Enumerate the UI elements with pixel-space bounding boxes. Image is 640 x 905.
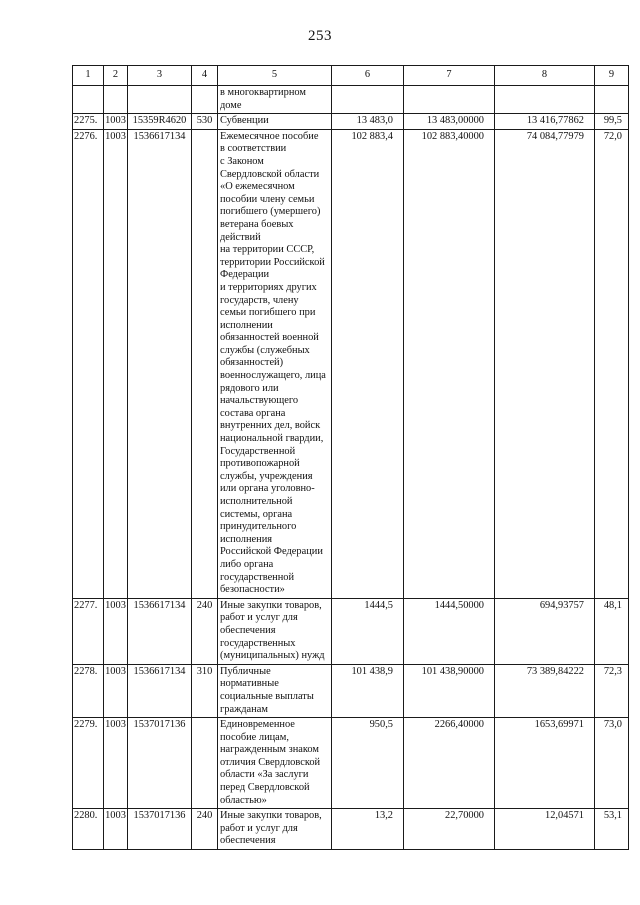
executed-amount-cell: 73 389,84222 — [495, 664, 595, 717]
initial-plan-cell: 950,5 — [332, 718, 404, 809]
expense-type-cell: 530 — [192, 114, 218, 130]
execution-percent-cell: 72,3 — [595, 664, 629, 717]
initial-plan-cell: 102 883,4 — [332, 129, 404, 598]
target-article-cell: 1536617134 — [128, 598, 192, 664]
executed-amount-cell: 12,04571 — [495, 809, 595, 850]
execution-percent-cell: 53,1 — [595, 809, 629, 850]
page-number: 253 — [308, 28, 332, 44]
row-number-cell: 2276. — [73, 129, 104, 598]
revised-plan-cell: 2266,40000 — [404, 718, 495, 809]
expense-type-cell — [192, 718, 218, 809]
revised-plan-cell: 13 483,00000 — [404, 114, 495, 130]
table-row — [73, 809, 629, 850]
executed-amount-cell: 74 084,77979 — [495, 129, 595, 598]
header-cell: 4 — [192, 66, 218, 86]
item-name-cell: Публичные нормативные социальные выплаты гражданам — [218, 664, 332, 717]
expense-type-cell — [192, 129, 218, 598]
expense-type-cell — [192, 86, 218, 114]
execution-percent-cell: 73,0 — [595, 718, 629, 809]
row-number-cell: 2275. — [73, 114, 104, 130]
header-cell: 5 — [218, 66, 332, 86]
initial-plan-cell: 101 438,9 — [332, 664, 404, 717]
header-cell: 3 — [128, 66, 192, 86]
expense-type-cell: 310 — [192, 664, 218, 717]
execution-percent-cell: 72,0 — [595, 129, 629, 598]
header-cell: 7 — [404, 66, 495, 86]
section-code-cell — [104, 86, 128, 114]
header-cell: 9 — [595, 66, 629, 86]
executed-amount-cell: 694,93757 — [495, 598, 595, 664]
revised-plan-cell: 102 883,40000 — [404, 129, 495, 598]
row-number-cell: 2279. — [73, 718, 104, 809]
expense-type-cell: 240 — [192, 809, 218, 850]
table-row — [73, 86, 629, 114]
header-row — [73, 66, 629, 86]
item-name-cell: Иные закупки товаров, работ и услуг для обеспечения — [218, 809, 332, 850]
expense-type-cell: 240 — [192, 598, 218, 664]
revised-plan-cell — [404, 86, 495, 114]
item-name-cell: Единовременное пособие лицам, награжденным знаком отличия Свердловской области «За заслуги перед Свердловской областью» — [218, 718, 332, 809]
revised-plan-cell: 1444,50000 — [404, 598, 495, 664]
executed-amount-cell: 13 416,77862 — [495, 114, 595, 130]
initial-plan-cell: 13,2 — [332, 809, 404, 850]
section-code-cell: 1003 — [104, 129, 128, 598]
item-name-cell: в многоквартирном доме — [218, 86, 332, 114]
item-name-cell: Иные закупки товаров, работ и услуг для обеспечения государственных (муниципальных) нужд — [218, 598, 332, 664]
item-name-cell: Ежемесячное пособие в соответствии с Законом Свердловской области «О ежемесячном пособии члену семьи погибшего (умершего) ветерана боевых действий на территории СССР, территории Российской Федерации и территориях других государств, члену семьи погибшего при исполнении обязанностей военной службы (служебных обязанностей) военнослужащего, лица рядового или начальствующего состава органа внутренних дел, войск национальной гвардии, Государственной противопожарной службы, учреждения или органа уголовно- исполнительной системы, органа принудительного исполнения Российской Федерации либо органа государственной безопасности» — [218, 129, 332, 598]
target-article-cell: 1536617134 — [128, 664, 192, 717]
section-code-cell: 1003 — [104, 664, 128, 717]
table-row — [73, 598, 629, 664]
section-code-cell: 1003 — [104, 718, 128, 809]
revised-plan-cell: 22,70000 — [404, 809, 495, 850]
target-article-cell: 1537017136 — [128, 809, 192, 850]
table-row — [73, 664, 629, 717]
row-number-cell: 2280. — [73, 809, 104, 850]
table-row — [73, 129, 629, 598]
execution-percent-cell: 48,1 — [595, 598, 629, 664]
header-cell: 8 — [495, 66, 595, 86]
header-cell: 6 — [332, 66, 404, 86]
initial-plan-cell — [332, 86, 404, 114]
row-number-cell — [73, 86, 104, 114]
target-article-cell: 15359R4620 — [128, 114, 192, 130]
row-number-cell: 2277. — [73, 598, 104, 664]
header-cell: 1 — [73, 66, 104, 86]
table-row — [73, 718, 629, 809]
section-code-cell: 1003 — [104, 598, 128, 664]
section-code-cell: 1003 — [104, 809, 128, 850]
revised-plan-cell: 101 438,90000 — [404, 664, 495, 717]
initial-plan-cell: 1444,5 — [332, 598, 404, 664]
table-row — [73, 114, 629, 130]
initial-plan-cell: 13 483,0 — [332, 114, 404, 130]
budget-table — [72, 65, 629, 850]
section-code-cell: 1003 — [104, 114, 128, 130]
execution-percent-cell: 99,5 — [595, 114, 629, 130]
row-number-cell: 2278. — [73, 664, 104, 717]
target-article-cell: 1537017136 — [128, 718, 192, 809]
target-article-cell: 1536617134 — [128, 129, 192, 598]
target-article-cell — [128, 86, 192, 114]
header-cell: 2 — [104, 66, 128, 86]
executed-amount-cell: 1653,69971 — [495, 718, 595, 809]
execution-percent-cell — [595, 86, 629, 114]
item-name-cell: Субвенции — [218, 114, 332, 130]
executed-amount-cell — [495, 86, 595, 114]
